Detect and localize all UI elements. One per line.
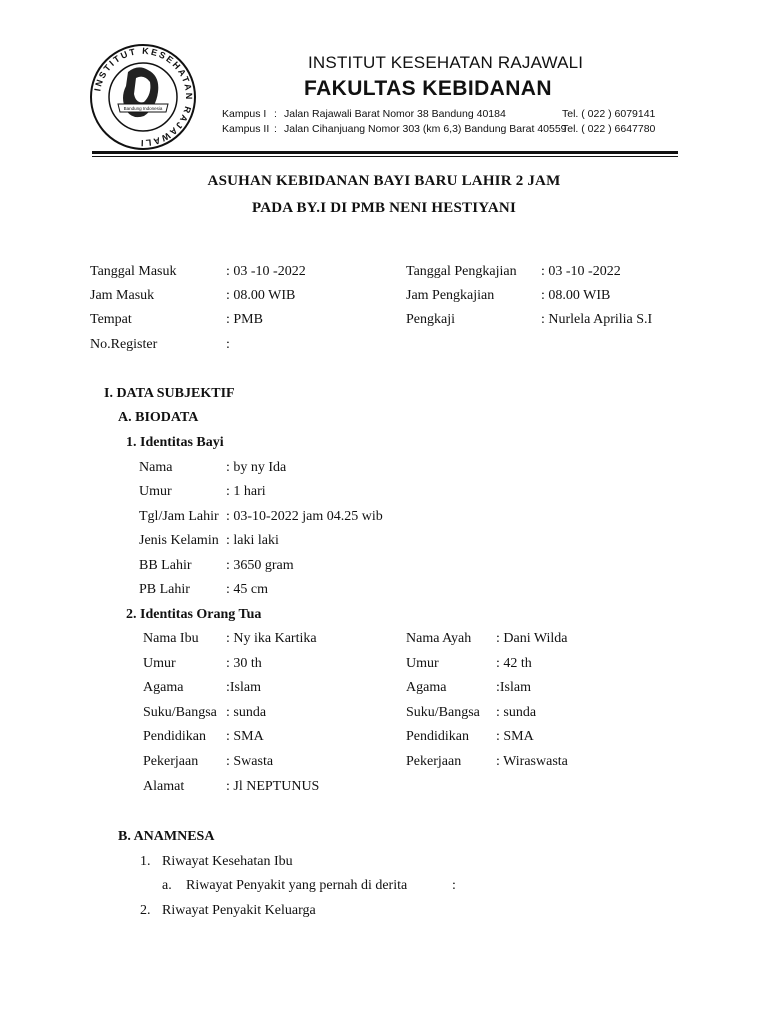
info-label: Tanggal Pengkajian [406,264,517,279]
campus2-tel: Tel. ( 022 ) 6647780 [562,123,656,135]
bayi-value: : 1 hari [226,484,266,499]
ayah-value: : sunda [496,705,537,720]
subsection-heading: B. ANAMNESA [118,829,215,844]
bayi-value: : laki laki [226,533,279,548]
ibu-value: : Swasta [226,754,274,769]
section-heading: I. DATA SUBJEKTIF [104,386,235,401]
info-label: Tempat [90,312,132,327]
info-label: Jam Pengkajian [406,288,495,303]
bayi-label: Umur [139,484,172,499]
ibu-label: Agama [143,680,184,695]
list-number: 1. [140,854,151,869]
bayi-value: : 3650 gram [226,558,294,573]
campus2-label: Kampus II [222,123,270,135]
document-title-line1: ASUHAN KEBIDANAN BAYI BARU LAHIR 2 JAM [207,173,561,189]
bayi-label: BB Lahir [139,558,192,573]
ayah-label: Nama Ayah [406,631,472,646]
campus2-address: Jalan Cihanjuang Nomor 303 (km 6,3) Bandung Barat 40559 [284,123,567,135]
list-item-text: Riwayat Penyakit yang pernah di derita [186,878,408,893]
info-value: : 08.00 WIB [541,288,611,303]
info-value: : Nurlela Aprilia S.I [541,312,653,327]
faculty-name: FAKULTAS KEBIDANAN [304,77,552,100]
bayi-label: Tgl/Jam Lahir [139,509,219,524]
ibu-label: Pekerjaan [143,754,199,769]
field-colon: : [452,878,456,893]
info-value: : 03 -10 -2022 [541,264,621,279]
ayah-label: Pekerjaan [406,754,462,769]
document-title-line2: PADA BY.I DI PMB NENI HESTIYANI [251,200,517,216]
logo-banner-text: Bandung Indonesia [123,106,163,111]
campus1-label: Kampus I [222,108,267,120]
info-value: : 08.00 WIB [226,288,296,303]
subsection-heading: A. BIODATA [118,410,199,425]
ibu-label: Suku/Bangsa [143,705,217,720]
ibu-label: Umur [143,656,176,671]
letterhead-rule-thin [92,156,678,157]
ayah-label: Suku/Bangsa [406,705,480,720]
info-value: : [226,337,230,352]
campus1-address: Jalan Rajawali Barat Nomor 38 Bandung 40184 [284,108,506,120]
list-marker: a. [162,878,172,893]
bayi-value: : 45 cm [226,582,268,597]
ibu-value: : Ny ika Kartika [226,631,317,646]
info-label: Tanggal Masuk [90,264,177,279]
info-value: : PMB [226,312,263,327]
ibu-label: Nama Ibu [143,631,199,646]
ibu-label: Alamat [143,779,185,794]
info-label: Pengkaji [406,312,455,327]
ayah-label: Pendidikan [406,729,469,744]
bayi-label: Nama [139,460,173,475]
ayah-value: : Dani Wilda [496,631,568,646]
institution-name: INSTITUT KESEHATAN RAJAWALI [308,53,584,72]
info-label: No.Register [90,337,158,352]
info-value: : 03 -10 -2022 [226,264,306,279]
ayah-value: : 42 th [496,656,532,671]
list-item-text: Riwayat Kesehatan Ibu [162,854,293,869]
letterhead-rule-thick [92,151,678,154]
ibu-value: : 30 th [226,656,262,671]
campus2-sep: : [274,123,277,135]
list-number: 2. [140,903,151,918]
bayi-value: : 03-10-2022 jam 04.25 wib [226,509,383,524]
item-heading: 2. Identitas Orang Tua [126,607,262,622]
ibu-value: :Islam [226,680,261,695]
campus1-tel: Tel. ( 022 ) 6079141 [562,108,656,120]
bayi-label: Jenis Kelamin [139,533,219,548]
ayah-label: Umur [406,656,439,671]
list-item-text: Riwayat Penyakit Keluarga [162,903,316,918]
ayah-value: : SMA [496,729,534,744]
ayah-value: : Wiraswasta [496,754,568,769]
item-heading: 1. Identitas Bayi [126,435,224,450]
ibu-value: : Jl NEPTUNUS [226,779,320,794]
info-label: Jam Masuk [90,288,155,303]
ibu-label: Pendidikan [143,729,206,744]
campus1-sep: : [274,108,277,120]
ayah-label: Agama [406,680,447,695]
ibu-value: : sunda [226,705,267,720]
bayi-value: : by ny Ida [226,460,287,475]
ayah-value: :Islam [496,680,531,695]
logo-ring-text: INSTITUT KESEHATAN RAJAWALI [92,45,195,149]
ibu-value: : SMA [226,729,264,744]
bayi-label: PB Lahir [139,582,190,597]
institution-logo [88,42,198,152]
